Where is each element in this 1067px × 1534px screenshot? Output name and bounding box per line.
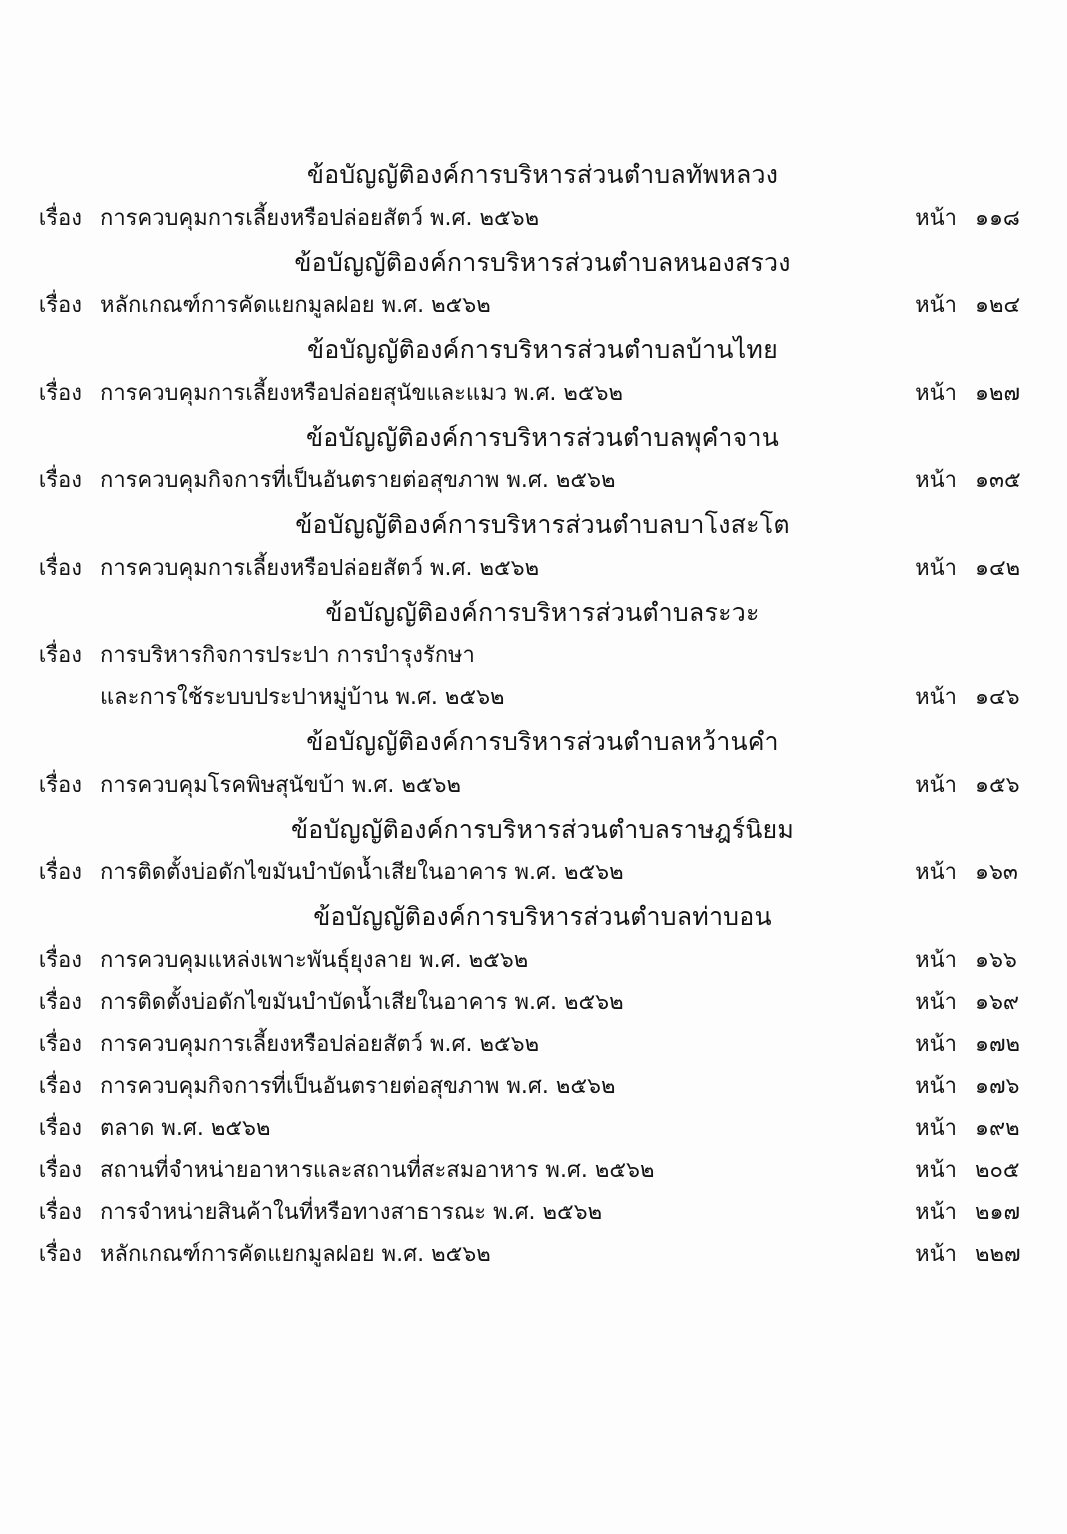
toc-group bbox=[0, 413, 1067, 501]
toc-entry-page-label: หน้า bbox=[915, 1031, 957, 1057]
toc-entry-label: เรื่อง bbox=[38, 1115, 82, 1141]
toc-entry-page-number: ๑๙๒ bbox=[975, 1115, 1020, 1141]
toc-entry-label: เรื่อง bbox=[38, 1157, 82, 1183]
toc-entry-page-number: ๑๖๙ bbox=[975, 989, 1020, 1015]
toc-group bbox=[0, 150, 1067, 238]
toc-entry[interactable] bbox=[0, 1064, 1067, 1106]
toc-entry-title[interactable]: การควบคุมการเลี้ยงหรือปล่อยสัตว์ พ.ศ. ๒๕๖๒ bbox=[100, 555, 540, 581]
toc-group-heading: ข้อบัญญัติองค์การบริหารส่วนตำบลท่าบอน bbox=[313, 902, 772, 931]
toc-entry-page-label: หน้า bbox=[915, 1157, 957, 1183]
toc-entry[interactable] bbox=[0, 1232, 1067, 1274]
toc-entry-page-label: หน้า bbox=[915, 1115, 957, 1141]
toc-entry-title[interactable]: การติดตั้งบ่อดักไขมันบำบัดน้ำเสียในอาคาร พ.ศ. ๒๕๖๒ bbox=[100, 989, 624, 1015]
toc-entry-page-number: ๑๔๖ bbox=[975, 685, 1020, 710]
toc-group-heading: ข้อบัญญัติองค์การบริหารส่วนตำบลบาโงสะโต bbox=[295, 510, 790, 539]
toc-entry-page-label: หน้า bbox=[915, 468, 957, 493]
toc-entry-page-label: หน้า bbox=[915, 380, 957, 406]
toc-entry-title[interactable]: การบริหารกิจการประปา การบำรุงรักษา bbox=[100, 643, 475, 668]
toc-entry-page-label: หน้า bbox=[915, 772, 957, 798]
toc-entry-page-number: ๑๖๖ bbox=[975, 947, 1017, 973]
toc-entry-label: เรื่อง bbox=[38, 1031, 82, 1057]
toc-entry[interactable] bbox=[0, 938, 1067, 980]
toc-group-heading: ข้อบัญญัติองค์การบริหารส่วนตำบลบ้านไทย bbox=[307, 335, 778, 364]
toc-entry-title[interactable]: หลักเกณฑ์การคัดแยกมูลฝอย พ.ศ. ๒๕๖๒ bbox=[100, 1241, 491, 1267]
toc-entry-page-label: หน้า bbox=[915, 555, 957, 581]
toc-entry-label: เรื่อง bbox=[38, 380, 82, 406]
toc-entry-label: เรื่อง bbox=[38, 947, 82, 973]
toc-entry-page-number: ๑๒๗ bbox=[975, 380, 1021, 406]
toc-entry-label: เรื่อง bbox=[38, 1199, 82, 1225]
toc-entry-title[interactable]: การติดตั้งบ่อดักไขมันบำบัดน้ำเสียในอาคาร พ.ศ. ๒๕๖๒ bbox=[100, 860, 624, 885]
toc-entry[interactable] bbox=[0, 283, 1067, 325]
toc-entry-label: เรื่อง bbox=[38, 1241, 82, 1267]
toc-entry-label: เรื่อง bbox=[38, 989, 82, 1015]
toc-group bbox=[0, 588, 1067, 718]
toc-entry-label: เรื่อง bbox=[38, 643, 82, 668]
toc-entry-page-label: หน้า bbox=[915, 205, 957, 231]
toc-entry[interactable] bbox=[0, 1190, 1067, 1232]
toc-entry-page-label: หน้า bbox=[915, 1073, 957, 1099]
toc-entry-title[interactable]: ตลาด พ.ศ. ๒๕๖๒ bbox=[100, 1115, 271, 1141]
toc-entry[interactable] bbox=[0, 675, 1067, 717]
toc-entry-title[interactable]: สถานที่จำหน่ายอาหารและสถานที่สะสมอาหาร พ.ศ. ๒๕๖๒ bbox=[100, 1157, 655, 1183]
toc-entry-title[interactable]: และการใช้ระบบประปาหมู่บ้าน พ.ศ. ๒๕๖๒ bbox=[100, 685, 505, 710]
toc-entry-page-label: หน้า bbox=[915, 293, 957, 318]
toc-entry-label: เรื่อง bbox=[38, 860, 82, 885]
toc-entry-title[interactable]: การควบคุมแหล่งเพาะพันธุ์ยุงลาย พ.ศ. ๒๕๖๒ bbox=[100, 947, 529, 973]
toc-entry-page-number: ๑๖๓ bbox=[975, 860, 1018, 885]
toc-group-heading: ข้อบัญญัติองค์การบริหารส่วนตำบลระวะ bbox=[325, 597, 760, 627]
toc-entry-title[interactable]: หลักเกณฑ์การคัดแยกมูลฝอย พ.ศ. ๒๕๖๒ bbox=[100, 293, 491, 318]
toc-entry-title[interactable]: การควบคุมโรคพิษสุนัขบ้า พ.ศ. ๒๕๖๒ bbox=[100, 772, 461, 798]
toc-entry[interactable] bbox=[0, 763, 1067, 805]
toc-entry-title[interactable]: การควบคุมกิจการที่เป็นอันตรายต่อสุขภาพ พ.ศ. ๒๕๖๒ bbox=[100, 468, 616, 493]
toc-entry[interactable] bbox=[0, 196, 1067, 238]
toc-group bbox=[0, 892, 1067, 1274]
toc-entry-page-label: หน้า bbox=[915, 947, 957, 973]
toc-entry[interactable] bbox=[0, 458, 1067, 500]
toc-entry[interactable] bbox=[0, 546, 1067, 588]
toc-entry[interactable] bbox=[0, 850, 1067, 892]
toc-entry-label: เรื่อง bbox=[38, 293, 82, 318]
toc-entry-page-label: หน้า bbox=[915, 685, 957, 710]
toc-entry-page-label: หน้า bbox=[915, 989, 957, 1015]
toc-entry-page-label: หน้า bbox=[915, 860, 957, 885]
toc-group-heading: ข้อบัญญัติองค์การบริหารส่วนตำบลทัพหลวง bbox=[306, 160, 779, 189]
toc-entry-page-number: ๒๑๗ bbox=[975, 1199, 1021, 1225]
toc-entry-page-number: ๒๐๕ bbox=[975, 1157, 1020, 1183]
toc-group-heading: ข้อบัญญัติองค์การบริหารส่วนตำบลราษฎร์นิยม bbox=[290, 814, 795, 844]
toc-entry-page-number: ๑๒๔ bbox=[975, 293, 1021, 318]
toc-group bbox=[0, 805, 1067, 893]
toc-entry-title[interactable]: การจำหน่ายสินค้าในที่หรือทางสาธารณะ พ.ศ. ๒๕๖๒ bbox=[100, 1199, 603, 1225]
toc-group-heading: ข้อบัญญัติองค์การบริหารส่วนตำบลพุคำจาน bbox=[305, 422, 780, 452]
toc-entry-page-label: หน้า bbox=[915, 1241, 957, 1267]
toc-entry-page-number: ๑๓๕ bbox=[975, 468, 1021, 493]
toc-entry-title[interactable]: การควบคุมการเลี้ยงหรือปล่อยสุนัขและแมว พ.ศ. ๒๕๖๒ bbox=[100, 380, 624, 406]
toc-entry-title[interactable]: การควบคุมกิจการที่เป็นอันตรายต่อสุขภาพ พ.ศ. ๒๕๖๒ bbox=[100, 1073, 616, 1099]
toc-entry[interactable] bbox=[0, 371, 1067, 413]
toc-entry-page-number: ๑๗๒ bbox=[975, 1031, 1021, 1057]
toc-group-heading: ข้อบัญญัติองค์การบริหารส่วนตำบลหนองสรวง bbox=[294, 247, 791, 277]
toc-entry-page-number: ๒๒๗ bbox=[975, 1241, 1021, 1267]
toc-entry[interactable] bbox=[0, 633, 1067, 675]
toc-group bbox=[0, 717, 1067, 805]
toc-entry-title[interactable]: การควบคุมการเลี้ยงหรือปล่อยสัตว์ พ.ศ. ๒๕๖๒ bbox=[100, 1031, 540, 1057]
toc-entry-title[interactable]: การควบคุมการเลี้ยงหรือปล่อยสัตว์ พ.ศ. ๒๕๖๒ bbox=[100, 205, 540, 231]
toc-entry-page-number: ๑๑๘ bbox=[975, 205, 1020, 231]
toc-entry[interactable] bbox=[0, 1022, 1067, 1064]
toc-entry[interactable] bbox=[0, 1106, 1067, 1148]
toc-group bbox=[0, 238, 1067, 326]
toc-entry-label: เรื่อง bbox=[38, 555, 82, 581]
toc-entry-label: เรื่อง bbox=[38, 468, 82, 493]
toc-group bbox=[0, 500, 1067, 588]
toc-entry[interactable] bbox=[0, 1148, 1067, 1190]
toc-entry-page-number: ๑๗๖ bbox=[975, 1073, 1020, 1099]
toc-entry-page-label: หน้า bbox=[915, 1199, 957, 1225]
toc-group bbox=[0, 325, 1067, 413]
toc-entry-page-number: ๑๕๖ bbox=[975, 772, 1020, 798]
toc-group-heading: ข้อบัญญัติองค์การบริหารส่วนตำบลหว้านคำ bbox=[306, 727, 779, 756]
toc-entry-label: เรื่อง bbox=[38, 1073, 82, 1099]
toc-entry-label: เรื่อง bbox=[38, 205, 82, 231]
toc-entry-page-number: ๑๔๒ bbox=[975, 555, 1021, 581]
toc-entry[interactable] bbox=[0, 980, 1067, 1022]
toc-entry-label: เรื่อง bbox=[38, 772, 82, 798]
